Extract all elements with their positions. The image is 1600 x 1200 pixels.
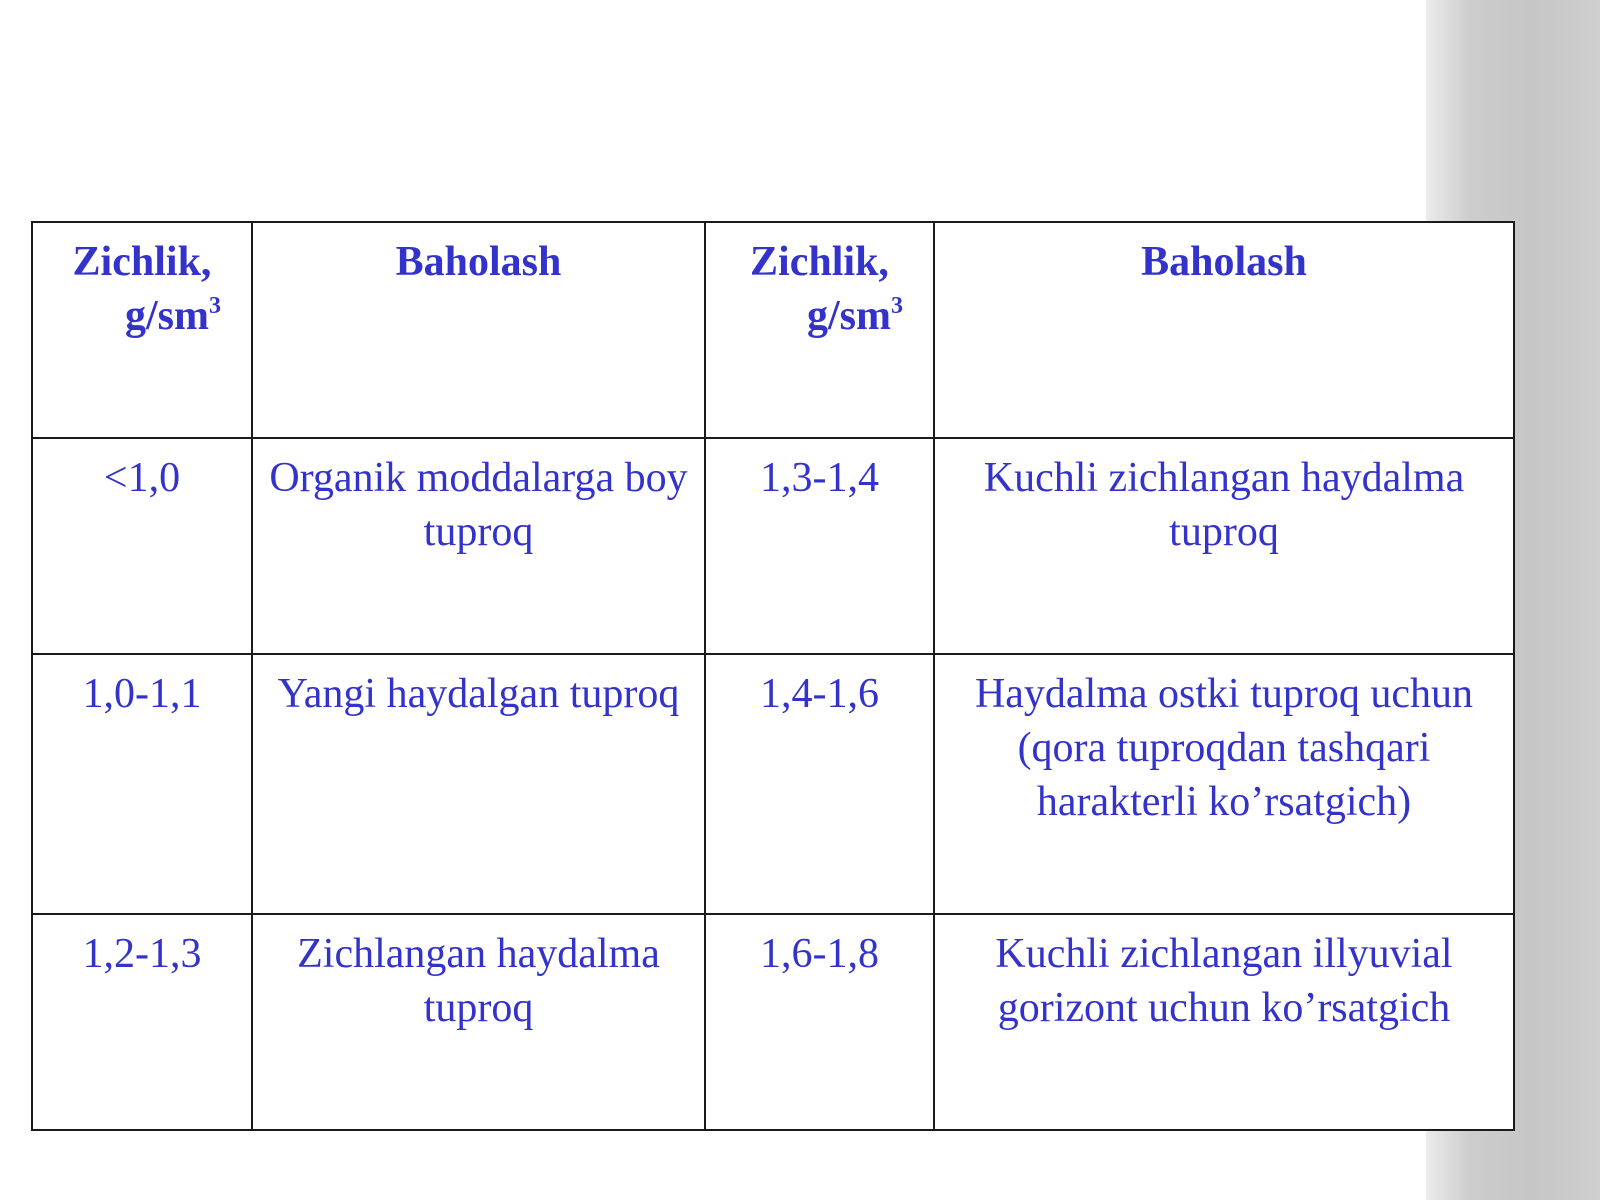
- table-row: [32, 438, 1514, 654]
- header-assessment-1: Baholash: [252, 222, 705, 438]
- header-density-2-label: Zichlik,: [750, 239, 889, 285]
- density-table-container: [31, 221, 1513, 1129]
- table-cell-density: <1,0: [32, 438, 252, 654]
- header-assessment-2: Baholash: [934, 222, 1514, 438]
- table-cell-assessment: Zichlangan haydalma tuproq: [252, 914, 705, 1130]
- header-density-1: [32, 222, 252, 438]
- table-cell-density: 1,4-1,6: [705, 654, 934, 914]
- table-row: [32, 654, 1514, 914]
- table-cell-density: 1,6-1,8: [705, 914, 934, 1130]
- table-cell-density: 1,2-1,3: [32, 914, 252, 1130]
- table-cell-assessment: Haydalma ostki tuproq uchun (qora tuproqdan tashqari harakterli ko’rsatgich): [934, 654, 1514, 914]
- table-cell-assessment: Yangi haydalgan tuproq: [252, 654, 705, 914]
- header-density-2: [705, 222, 934, 438]
- table-cell-density: 1,3-1,4: [705, 438, 934, 654]
- header-density-1-label: Zichlik,: [72, 239, 212, 285]
- table-cell-assessment: Kuchli zichlangan haydalma tuproq: [934, 438, 1514, 654]
- table-header-row: [32, 222, 1514, 438]
- density-table: [31, 221, 1515, 1131]
- table-cell-assessment: Kuchli zichlangan illyuvial gorizont uchun ko’rsatgich: [934, 914, 1514, 1130]
- table-cell-assessment: Organik moddalarga boy tuproq: [252, 438, 705, 654]
- table-cell-density: 1,0-1,1: [32, 654, 252, 914]
- table-row: [32, 914, 1514, 1130]
- header-density-2-unit: $g/sm^3$: [807, 293, 903, 339]
- header-density-1-unit: $g/sm^3$: [125, 293, 221, 339]
